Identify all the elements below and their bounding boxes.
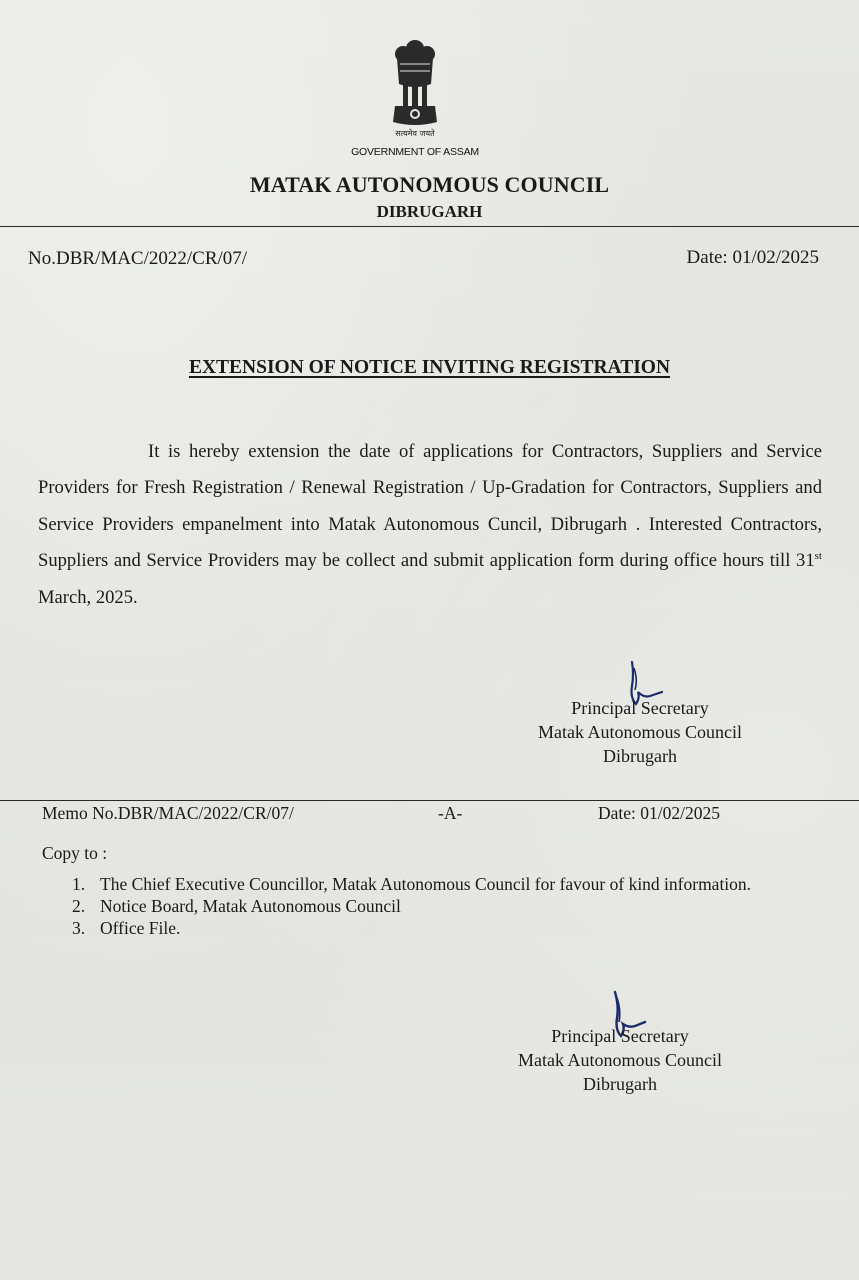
signatory-organization: Matak Autonomous Council xyxy=(518,1050,722,1070)
list-item xyxy=(72,873,814,895)
signatory-designation: Principal Secretary xyxy=(551,1026,689,1046)
signature-block-2 xyxy=(500,1024,740,1096)
memo-divider xyxy=(0,800,859,801)
list-item-number: 1. xyxy=(72,874,86,894)
memo-number: Memo No.DBR/MAC/2022/CR/07/ xyxy=(42,803,294,823)
signatory-organization: Matak Autonomous Council xyxy=(538,722,742,742)
body-text-end: March, 2025. xyxy=(38,586,138,608)
notice-subject xyxy=(0,357,859,379)
header-divider xyxy=(0,226,859,227)
reference-date: Date: 01/02/2025 xyxy=(686,247,819,268)
list-item-number: 3. xyxy=(72,918,86,938)
list-item xyxy=(72,917,814,939)
signature-block-1 xyxy=(520,696,760,768)
list-item-number: 2. xyxy=(72,896,86,916)
body-superscript: st xyxy=(814,550,822,563)
signatory-city: Dibrugarh xyxy=(603,746,677,766)
memo-date: Date: 01/02/2025 xyxy=(598,803,720,823)
signatory-designation: Principal Secretary xyxy=(571,698,709,718)
signatory-city: Dibrugarh xyxy=(583,1074,657,1094)
copy-to-label: Copy to : xyxy=(42,843,108,863)
emblem-motto: सत्यमेव जयते xyxy=(395,129,435,138)
body-text-main: It is hereby extension the date of applications for Contractors, Suppliers and Service Providers for Fresh Registration / Renewal Registration / Up-Gradation for Contractors, Suppliers and Service Providers empanelment into Matak Autonomous Cuncil, Dibrugarh . Interested Contractors, Suppliers and Service Providers may be collect and submit application form during office hours till 31 xyxy=(38,441,822,572)
reference-number: No.DBR/MAC/2022/CR/07/ xyxy=(28,248,248,269)
notice-body xyxy=(38,434,822,616)
copy-to-list xyxy=(72,873,814,939)
organization-title: MATAK AUTONOMOUS COUNCIL xyxy=(249,172,610,197)
notice-subject-text: EXTENSION OF NOTICE INVITING REGISTRATION xyxy=(188,357,671,378)
list-item xyxy=(72,895,814,917)
state-emblem-icon xyxy=(385,36,445,136)
list-item-text: The Chief Executive Councillor, Matak Autonomous Council for favour of kind information. xyxy=(100,874,752,894)
memo-marker: -A- xyxy=(438,803,463,823)
government-name: GOVERNMENT OF ASSAM xyxy=(351,146,479,158)
organization-city: DIBRUGARH xyxy=(376,202,483,221)
list-item-text: Notice Board, Matak Autonomous Council xyxy=(100,896,401,916)
list-item-text: Office File. xyxy=(100,918,181,938)
